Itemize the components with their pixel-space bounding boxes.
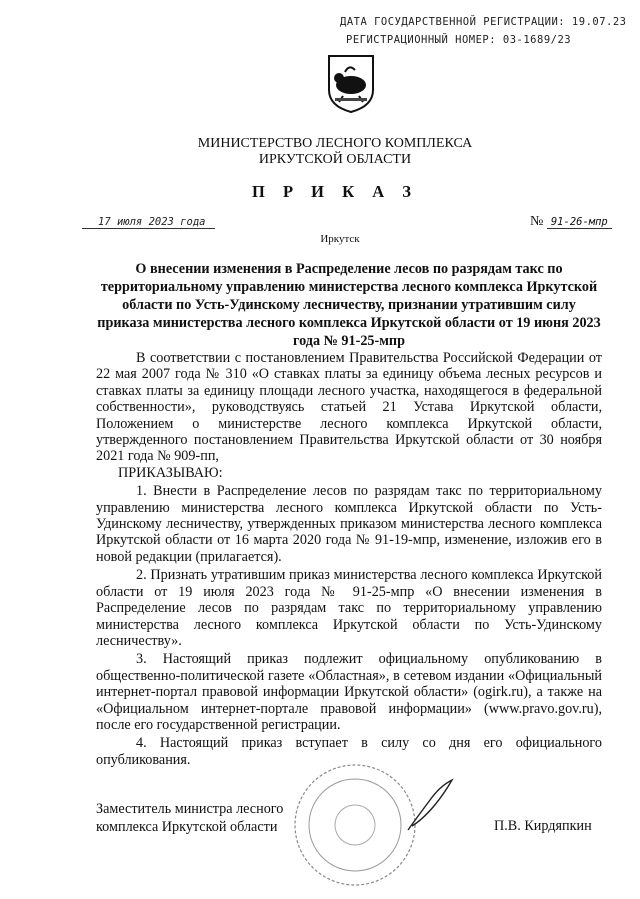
registration-date-note: ДАТА ГОСУДАРСТВЕННОЙ РЕГИСТРАЦИИ: 19.07.23 [340,16,627,28]
order-item-2: 2. Признать утратившим приказ министерства лесного комплекса Иркутской области от 19 июля 2023 года № 91-25-мпр «О внесении изменения в Распределение лесов по разрядам такс по территориальному управлению министерства лесного комплекса Иркутской области по Усть-Удинскому лесничеству». [96,567,602,649]
order-date: 17 июля 2023 года [82,216,215,229]
signatory-position-line-2: комплекса Иркутской области [96,819,278,835]
order-number-value: 91-26-мпр [547,216,612,229]
number-sign: № [530,214,544,229]
coat-of-arms-emblem [325,52,377,114]
signatory-position [96,800,283,836]
order-heading: О внесении изменения в Распределение лесов по разрядам такс по территориальному управлению министерства лесного комплекса Иркутской области по Усть-Удинскому лесничеству, признании утратившим силу приказа министерства лесного комплекса Иркутской области от 19 июня 2023 года № 91-25-мпр [97,261,601,349]
signatory-name: П.В. Кирдяпкин [494,818,592,834]
ministry-name [0,136,640,168]
registration-number-note: РЕГИСТРАЦИОННЫЙ НОМЕР: 03-1689/23 [346,34,572,46]
city: Иркутск [320,233,360,245]
ministry-line-2: ИРКУТСКОЙ ОБЛАСТИ [258,152,412,167]
order-keyword: ПРИКАЗЫВАЮ: [118,464,223,481]
order-body [96,350,602,768]
signatory-position-line-1: Заместитель министра лесного [96,801,284,817]
ministry-line-1: МИНИСТЕРСТВО ЛЕСНОГО КОМПЛЕКСА [197,136,473,151]
order-item-3: 3. Настоящий приказ подлежит официальному опубликованию в общественно-политической газете «Областная», в сетевом издании «Официальный интернет-портал правовой информации Иркутской области» (ogirk.ru), а также на «Официальном интернет-портале правовой информации» (www.pravo.gov.ru), после его государственной регистрации. [96,651,602,733]
order-number [530,214,612,230]
document-title: П Р И К А З [252,182,418,201]
handwritten-signature [400,776,460,836]
order-item-1: 1. Внести в Распределение лесов по разрядам такс по территориальному управлению министерства лесного комплекса Иркутской области по Усть-Удинскому лесничеству, утвержденных приказом министерства лесного комплекса Иркутской области от 16 марта 2020 года № 91-19-мпр, изменение, изложив его в новой редакции (прилагается). [96,483,602,565]
order-item-4: 4. Настоящий приказ вступает в силу со дня его официального опубликования. [96,735,602,768]
preamble-paragraph: В соответствии с постановлением Правительства Российской Федерации от 22 мая 2007 года № 310 «О ставках платы за единицу объема лесных ресурсов и ставках платы за единицу площади лесного участка, находящегося в федеральной собственности», руководствуясь статьей 21 Устава Иркутской области, Положением о министерстве лесного комплекса Иркутской области, утвержденного постановлением Правительства Иркутской области от 30 ноября 2021 года № 909-пп, [96,350,602,465]
